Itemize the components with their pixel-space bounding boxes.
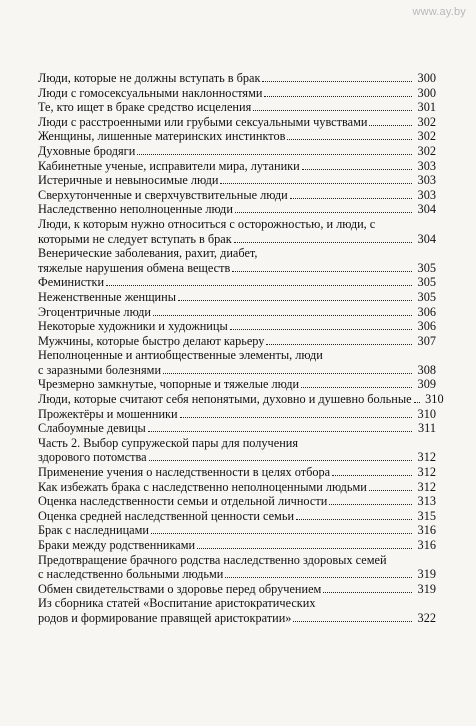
dot-leader <box>290 188 412 199</box>
toc-entry-title: Наследственно неполноценные люди <box>38 202 233 217</box>
toc-entry <box>38 480 436 495</box>
toc-entry-title: Неполноценные и антиобщественные элементы, люди <box>38 348 323 363</box>
dot-leader <box>137 144 412 155</box>
toc-entry-line <box>38 232 436 247</box>
toc-entry <box>38 202 436 217</box>
toc-entry <box>38 392 444 407</box>
toc-entry-title: родов и формирование правящей аристократии» <box>38 610 292 625</box>
toc-entry-line <box>38 421 436 436</box>
toc-page-number: 316 <box>417 538 436 552</box>
toc-entry-line <box>38 319 436 334</box>
toc-entry-line <box>38 275 436 290</box>
toc-page-number: 319 <box>417 581 436 596</box>
toc-entry-title: Неженственные женщины <box>38 289 176 304</box>
toc-entry-line <box>38 480 436 495</box>
dot-leader <box>369 480 412 491</box>
toc-entry-title: Кабинетные ученые, исправители мира, лутаники <box>38 158 300 173</box>
watermark: www.ay.by <box>412 6 466 18</box>
toc-entry <box>38 348 436 377</box>
toc-entry <box>38 436 436 465</box>
toc-entry-title: Из сборника статей «Воспитание аристократических <box>38 596 316 611</box>
table-of-contents <box>38 71 444 626</box>
toc-entry-line <box>38 129 436 144</box>
toc-page-number: 303 <box>417 158 436 173</box>
toc-entry-title: с заразными болезнями <box>38 362 162 377</box>
toc-entry-title: Люди, которые не должны вступать в брак <box>38 71 261 85</box>
toc-entry <box>38 421 436 436</box>
toc-entry-line <box>38 567 436 582</box>
dot-leader <box>163 363 412 374</box>
toc-page-number: 302 <box>417 114 436 129</box>
toc-entry-line <box>38 596 436 611</box>
toc-entry-title: Люди, к которым нужно относиться с осторожностью, и люди, с <box>38 216 376 231</box>
dot-leader <box>180 407 412 418</box>
dot-leader <box>149 450 412 461</box>
toc-entry-line <box>38 436 436 451</box>
dot-leader <box>151 523 412 534</box>
toc-entry-line <box>38 523 436 538</box>
toc-entry <box>38 553 436 582</box>
toc-entry <box>38 523 436 538</box>
toc-entry-title: здорового потомства <box>38 450 147 465</box>
toc-entry-line <box>38 188 436 203</box>
toc-entry-title: Духовные бродяги <box>38 143 136 158</box>
toc-entry-title: Люди с гомосексуальными наклонностями <box>38 85 263 100</box>
toc-entry-title: тяжелые нарушения обмена веществ <box>38 260 231 275</box>
dot-leader <box>301 377 412 388</box>
toc-entry-title: Люди с расстроенными или грубыми сексуальными чувствами <box>38 114 368 129</box>
toc-entry <box>38 173 436 188</box>
toc-page-number: 306 <box>417 304 436 319</box>
dot-leader <box>106 275 412 286</box>
toc-page-number: 306 <box>417 319 436 334</box>
dot-leader <box>262 71 412 82</box>
toc-page-number: 300 <box>417 85 436 100</box>
toc-entry <box>38 129 436 144</box>
toc-entry-line <box>38 144 436 159</box>
toc-entry <box>38 144 436 159</box>
toc-entry-line <box>38 538 436 553</box>
toc-entry-line <box>38 611 436 626</box>
toc-entry <box>38 71 436 86</box>
toc-entry-line <box>38 348 436 363</box>
toc-entry-line <box>38 159 436 174</box>
toc-entry-title: Некоторые художники и художницы <box>38 319 228 334</box>
toc-page-number: 315 <box>417 508 436 523</box>
toc-page-number: 310 <box>425 392 444 407</box>
dot-leader <box>235 202 412 213</box>
toc-page-number: 322 <box>417 610 436 625</box>
toc-entry-title: Предотвращение брачного родства наследственно здоровых семей <box>38 552 387 567</box>
toc-entry <box>38 377 436 392</box>
dot-leader <box>230 319 412 330</box>
toc-entry <box>38 290 436 305</box>
toc-entry-line <box>38 553 436 568</box>
toc-page-number: 307 <box>417 333 436 348</box>
toc-entry <box>38 246 436 275</box>
toc-entry-line <box>38 173 436 188</box>
dot-leader <box>153 305 412 316</box>
toc-entry-title: Венерические заболевания, рахит, диабет, <box>38 246 258 261</box>
toc-entry-line <box>38 261 436 276</box>
toc-entry-title: Те, кто ищет в браке средство исцеления <box>38 100 252 115</box>
dot-leader <box>329 494 412 505</box>
dot-leader <box>220 173 412 184</box>
toc-page-number: 303 <box>417 187 436 202</box>
dot-leader <box>232 261 412 272</box>
toc-entry-line <box>38 494 436 509</box>
toc-entry <box>38 319 436 334</box>
toc-page-number: 319 <box>417 567 436 582</box>
dot-leader <box>414 392 420 403</box>
dot-leader <box>178 290 412 301</box>
dot-leader <box>302 159 412 170</box>
toc-page-number: 316 <box>417 523 436 538</box>
toc-page-number: 302 <box>417 143 436 158</box>
toc-page-number: 310 <box>417 406 436 421</box>
toc-page-number: 305 <box>417 260 436 275</box>
toc-entry-line <box>38 377 436 392</box>
toc-entry-title: Часть 2. Выбор супружеской пары для получения <box>38 435 299 450</box>
toc-entry <box>38 582 436 597</box>
toc-entry-line <box>38 100 436 115</box>
toc-entry-title: Обмен свидетельствами о здоровье перед обручением <box>38 581 322 596</box>
toc-entry-line <box>38 71 436 86</box>
dot-leader <box>323 582 412 593</box>
toc-page-number: 305 <box>417 275 436 290</box>
toc-page-number: 312 <box>417 479 436 494</box>
toc-entry-line <box>38 86 436 101</box>
toc-entry-line <box>38 392 444 407</box>
toc-entry-line <box>38 363 436 378</box>
toc-entry <box>38 159 436 174</box>
toc-entry-title: Применение учения о наследственности в целях отбора <box>38 465 331 480</box>
toc-page-number: 309 <box>417 377 436 392</box>
toc-entry-title: Женщины, лишенные материнских инстинктов <box>38 129 286 144</box>
toc-entry-title: Оценка средней наследственной ценности семьи <box>38 508 295 523</box>
toc-entry-title: Мужчины, которые быстро делают карьеру <box>38 333 265 348</box>
toc-entry-title: Чрезмерно замкнутые, чопорные и тяжелые люди <box>38 377 300 392</box>
toc-page-number: 304 <box>417 231 436 246</box>
toc-entry-title: Оценка наследственности семьи и отдельной личности <box>38 494 328 509</box>
toc-entry-line <box>38 465 436 480</box>
toc-entry-title: Брак с наследницами <box>38 523 149 538</box>
toc-page-number: 301 <box>417 100 436 115</box>
toc-entry <box>38 334 436 349</box>
dot-leader <box>253 100 412 111</box>
toc-entry-title: Феминистки <box>38 275 105 290</box>
toc-entry-line <box>38 450 436 465</box>
toc-entry <box>38 86 436 101</box>
dot-leader <box>234 232 412 243</box>
toc-entry-title: Браки между родственниками <box>38 538 196 552</box>
toc-entry-title: Прожектёры и мошенники <box>38 406 178 421</box>
toc-entry <box>38 217 436 246</box>
toc-page-number: 302 <box>417 129 436 144</box>
toc-entry <box>38 407 436 422</box>
toc-entry-title: Эгоцентричные люди <box>38 304 151 319</box>
toc-entry-line <box>38 305 436 320</box>
dot-leader <box>287 129 412 140</box>
dot-leader <box>369 115 412 126</box>
toc-entry <box>38 596 436 625</box>
dot-leader <box>264 86 412 97</box>
toc-entry <box>38 275 436 290</box>
toc-entry-line <box>38 246 436 261</box>
dot-leader <box>148 421 412 432</box>
toc-page-number: 300 <box>417 71 436 85</box>
toc-entry-line <box>38 334 436 349</box>
dot-leader <box>332 465 412 476</box>
toc-entry <box>38 465 436 480</box>
toc-entry <box>38 115 436 130</box>
toc-entry-line <box>38 582 436 597</box>
toc-entry <box>38 538 436 553</box>
toc-entry <box>38 188 436 203</box>
toc-entry-title: Как избежать брака с наследственно неполноценными людьми <box>38 479 367 494</box>
toc-entry-title: Сверхутонченные и сверхчувствительные люди <box>38 187 288 202</box>
toc-entry-line <box>38 509 436 524</box>
toc-entry-title: с наследственно больными людьми <box>38 567 224 582</box>
toc-entry-line <box>38 115 436 130</box>
toc-entry-title: которыми не следует вступать в брак <box>38 231 232 246</box>
toc-entry <box>38 509 436 524</box>
toc-entry-title: Люди, которые считают себя непонятыми, духовно и душевно больные <box>38 392 412 407</box>
dot-leader <box>293 611 412 622</box>
toc-page-number: 304 <box>417 202 436 217</box>
toc-entry-title: Слабоумные девицы <box>38 421 146 436</box>
dot-leader <box>266 334 412 345</box>
dot-leader <box>225 567 412 578</box>
toc-page-number: 312 <box>417 465 436 480</box>
toc-page-number: 303 <box>417 173 436 188</box>
toc-page-number: 311 <box>418 421 436 436</box>
toc-entry-title: Истеричные и невыносимые люди <box>38 173 219 188</box>
toc-page-number: 312 <box>417 450 436 465</box>
toc-page-number: 313 <box>417 494 436 509</box>
toc-entry <box>38 100 436 115</box>
toc-entry-line <box>38 407 436 422</box>
toc-entry <box>38 305 436 320</box>
toc-entry <box>38 494 436 509</box>
toc-entry-line <box>38 290 436 305</box>
toc-page-number: 308 <box>417 362 436 377</box>
toc-page-number: 305 <box>417 289 436 304</box>
dot-leader <box>296 509 412 520</box>
dot-leader <box>197 538 412 549</box>
toc-entry-line <box>38 202 436 217</box>
toc-entry-line <box>38 217 436 232</box>
